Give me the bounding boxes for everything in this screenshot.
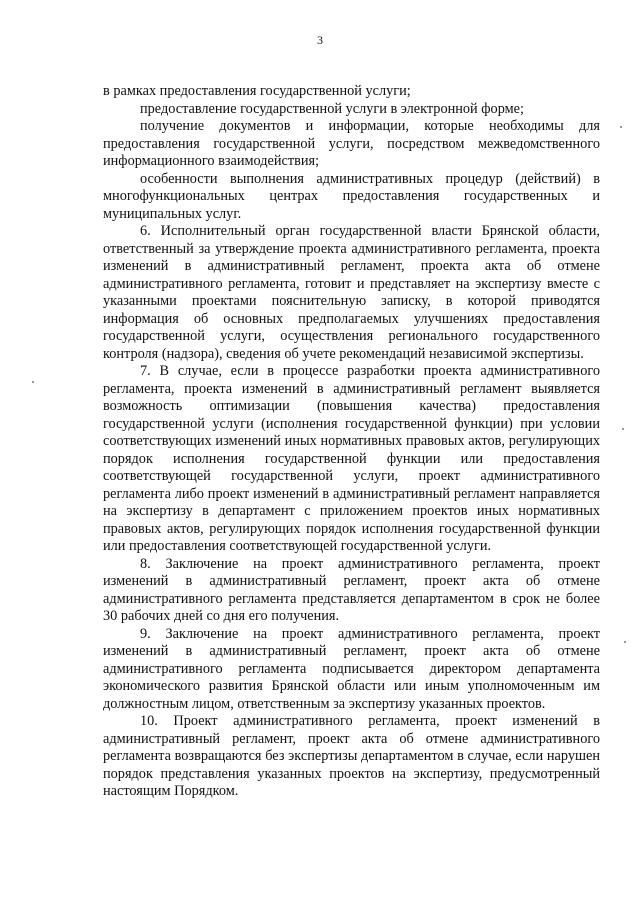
document-body xyxy=(103,83,600,801)
paragraph-item-7: 7. В случае, если в процессе разработки проекта административного регламента, проекта изменений в административный регламент выявляется возможность оптимизации (повышения качества) предоставления государственной услуги (исполнения государственной функции) при условии соответствующих изменений иных нормативных правовых актов, регулирующих порядок исполнения государственной функции или предоставления соответствующей государственной услуги, проект административного регламента либо проект изменений в административный регламент направляется на экспертизу в департамент с приложением проектов иных нормативных правовых актов, регулирующих порядок исполнения государственной функции или предоставления соответствующей государственной услуги. xyxy=(103,363,600,554)
paragraph-continuation: в рамках предоставления государственной услуги; xyxy=(103,83,411,99)
scan-speck xyxy=(620,126,622,128)
paragraph-item-8: 8. Заключение на проект административного регламента, проект изменений в административный регламент, проект акта об отмене административного регламента представляется департаментом в срок не более 30 рабочих дней со дня его получения. xyxy=(103,555,600,624)
paragraph-item-10: 10. Проект административного регламента, проект изменений в административный регламент, проект акта об отмене административного регламента возвращаются без экспертизы департаментом в случае, если нарушен порядок представления указанных проектов на экспертизу, предусмотренный настоящим Порядком. xyxy=(103,713,600,799)
scan-speck xyxy=(622,428,624,430)
paragraph-item-9: 9. Заключение на проект административного регламента, проект изменений в административный регламент, проект акта об отмене административного регламента подписывается директором департамента экономического развития Брянской области или иным уполномоченным им должностным лицом, ответственным за экспертизу указанных проектов. xyxy=(103,625,600,712)
paragraph-mfc-procedures: особенности выполнения административных процедур (действий) в многофункциональных центрах предоставления государственных и муниципальных услуг. xyxy=(103,170,600,222)
scan-speck xyxy=(624,641,626,643)
paragraph-item-6: 6. Исполнительный орган государственной власти Брянской области, ответственный за утверждение проекта административного регламента, проекта изменений в административный регламент, проекта акта об отмене административного регламента, готовит и представляет на экспертизу вместе с указанными проектами пояснительную записку, в которой приводятся информация об основных предполагаемых улучшениях предоставления государственной услуги, осуществления регионального государственного контроля (надзора), сведения об учете рекомендаций независимой экспертизы. xyxy=(103,223,600,362)
scan-speck xyxy=(32,381,34,383)
page-number: 3 xyxy=(317,33,323,47)
paragraph-interagency-documents: получение документов и информации, которые необходимы для предоставления государственной услуги, посредством межведомственного информационного взаимодействия; xyxy=(103,118,600,169)
paragraph-electronic-form: предоставление государственной услуги в электронной форме; xyxy=(140,100,524,117)
